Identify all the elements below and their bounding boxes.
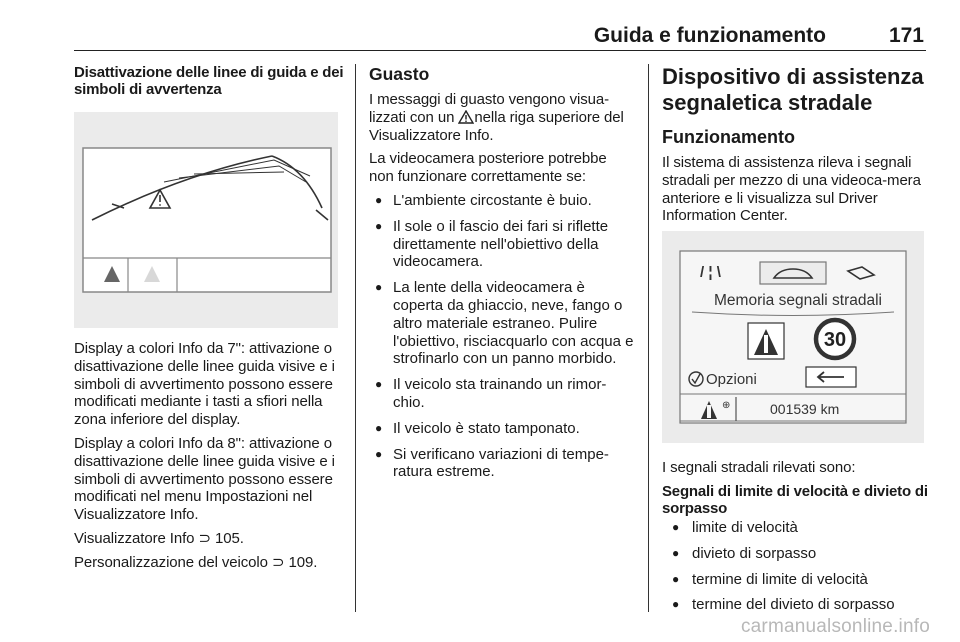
rear-camera-display-figure (74, 112, 338, 328)
column-divider (355, 64, 356, 612)
section-subheading: Funzionamento (662, 127, 795, 147)
list-item: ● Il sole o il fascio dei fari si riflette direttamente nell'obiettivo della videocamera. (369, 218, 634, 271)
paragraph: Il sistema di assistenza rileva i segnali stradali per mezzo di una videoca-mera anteriore e li visualizza sul Driver Information Center. (662, 154, 921, 225)
paragraph: La videocamera posteriore potrebbe non funzionare correttamente se: (369, 150, 607, 186)
paragraph-text: nella riga superiore del Visualizzatore Info. (369, 108, 624, 144)
plus-icon: ⊕ (722, 400, 731, 412)
rear-camera-display-illustration (74, 112, 338, 328)
traffic-sign-display-figure (662, 231, 924, 443)
header-title: Guida e funzionamento (593, 24, 826, 47)
traffic-sign-display-illustration (662, 231, 924, 443)
list-item: ● limite di velocità (662, 519, 928, 537)
lane-icon: / ¦ \ (700, 264, 721, 282)
list-item: ● Il veicolo è stato tamponato. (369, 420, 634, 438)
bullet-list (662, 519, 928, 614)
column-1 (74, 64, 344, 578)
cross-reference: Visualizzatore Info ⊃ 105. (74, 529, 244, 547)
list-item: ● termine del divieto di sorpasso (662, 596, 928, 614)
paragraph: I segnali stradali rilevati sono: (662, 459, 856, 477)
paragraph-text: I messaggi di guasto vengono visua-lizzati con un (369, 91, 609, 126)
display-options-label: Opzioni (706, 371, 757, 389)
list-item: ● L'ambiente circostante è buio. (369, 192, 634, 210)
display-menu-title: Memoria segnali stradali (714, 292, 882, 310)
column-2 (369, 64, 634, 489)
paragraph: Display a colori Info da 7": attivazione o disattivazione delle linee guida visive e i simboli di avvertimento possono essere modificati mediante i tasti a sfiori nella zona inferiore del display. (74, 340, 335, 429)
list-item: ● termine di limite di velocità (662, 571, 928, 589)
section-subheading: Disattivazione delle linee di guida e dei simboli di avvertenza (74, 64, 344, 98)
section-heading: Dispositivo di assistenza segnaletica stradale (662, 64, 924, 115)
cross-reference: Personalizzazione del veicolo ⊃ 109. (74, 553, 318, 571)
watermark: carmanualsonline.info (740, 616, 930, 637)
page-header (74, 18, 926, 51)
paragraph (369, 91, 634, 144)
paragraph: Display a colori Info da 8": attivazione o disattivazione delle linee guida visive e i simboli di avvertimento possono essere modificati nel menu Impostazioni nel Visualizzatore Info. (74, 434, 335, 524)
speed-limit-value: 30 (823, 329, 847, 352)
column-divider (648, 64, 649, 612)
tab-vehicle[interactable] (760, 262, 826, 284)
list-item: ● Il veicolo sta trainando un rimor-chio. (369, 376, 634, 412)
odometer-value: 001539 km (770, 401, 840, 418)
list-item: ● La lente della videocamera è coperta da ghiaccio, neve, fango o altro materiale estraneo. Pulire l'obiettivo, risciacquarlo con acqua e strofinarlo con un panno morbido. (369, 279, 634, 368)
bullet-list (369, 192, 634, 481)
warning-triangle-icon (458, 110, 474, 124)
section-heading: Guasto (369, 64, 430, 84)
list-item: ● Si verificano variazioni di tempe-ratura estreme. (369, 446, 634, 482)
column-3 (662, 64, 928, 622)
list-item: ● divieto di sorpasso (662, 545, 928, 563)
page-number: 171 (888, 24, 924, 47)
list-subheading: Segnali di limite di velocità e divieto di sorpasso (662, 482, 928, 517)
